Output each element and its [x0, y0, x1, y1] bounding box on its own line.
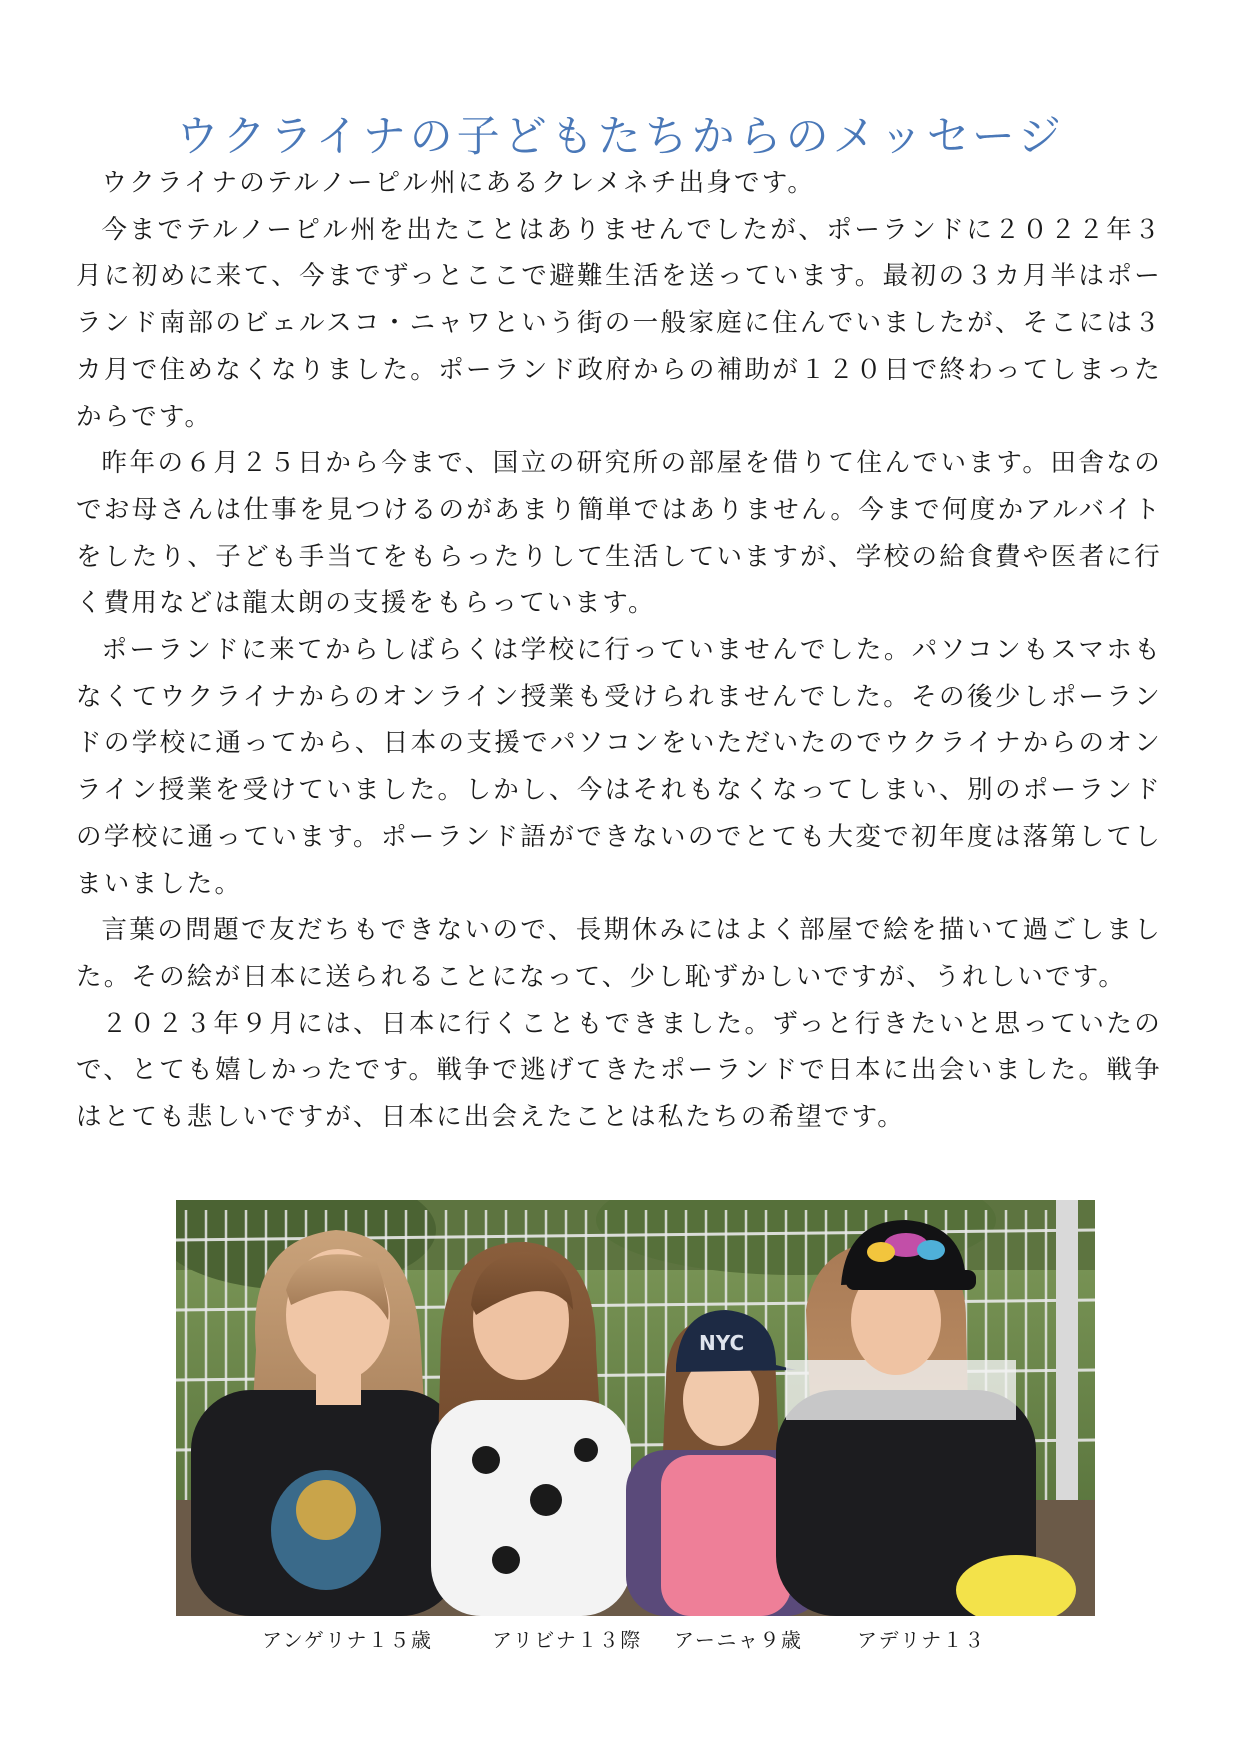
caption-angelina: アンゲリナ１５歳 — [262, 1628, 433, 1652]
paragraph-origin: ウクライナのテルノーピル州にあるクレメネチ出身です。 — [101, 168, 816, 198]
paragraph-school: ポーランドに来てからしばらくは学校に行っていませんでした。パソコンもスマホもなくてウクライナからのオンライン授業も受けられませんでした。その後少しポーランドの学校に通ってから、日本の支援でパソコンをいただいたのでウクライナからのオンライン授業を受けていました。しかし、今はそれもなくなってしまい、別のポーランドの学校に通っています。ポーランド語ができないのでとても大変で初年度は落第してしまいました。 — [76, 635, 1162, 899]
page-title: ウクライナの子どもたちからのメッセージ — [175, 111, 1066, 162]
paragraph-housing: 昨年の６月２５日から今まで、国立の研究所の部屋を借りて住んでいます。田舎なのでお母さんは仕事を見つけるのがあまり簡単ではありません。今まで何度かアルバイトをしたり、子ども手当てをもらったりして生活していますが、学校の給食費や医者に行く費用などは龍太朗の支援をもらっています。 — [76, 448, 1162, 619]
paragraph-drawing: 言葉の問題で友だちもできないので、長期休みにはよく部屋で絵を描いて過ごしました。その絵が日本に送られることになって、少し恥ずかしいですが、うれしいです。 — [76, 915, 1162, 992]
children-photo-illustration — [176, 1200, 1095, 1616]
children-photo — [176, 1200, 1095, 1616]
paragraph-evacuation: 今までテルノーピル州を出たことはありませんでしたが、ポーランドに２０２２年３月に初めに来て、今までずっとここで避難生活を送っています。最初の３カ月半はポーランド南部のビェルスコ・ニャワという街の一般家庭に住んでいましたが、そこには３カ月で住めなくなりました。ポーランド政府からの補助が１２０日で終わってしまったからです。 — [76, 214, 1162, 432]
paragraph-japan-visit: ２０２３年９月には、日本に行くこともできました。ずっと行きたいと思っていたので、とても嬉しかったです。戦争で逃げてきたポーランドで日本に出会いました。戦争はとても悲しいですが、日本に出会えたことは私たちの希望です。 — [76, 1008, 1162, 1133]
caption-adelina: アデリナ１３ — [857, 1628, 986, 1652]
cap-logo: NYC — [699, 1331, 745, 1355]
caption-albina: アリビナ１３際 — [492, 1628, 642, 1652]
message-body — [76, 160, 1162, 1141]
caption-anya: アーニャ９歳 — [674, 1628, 803, 1652]
